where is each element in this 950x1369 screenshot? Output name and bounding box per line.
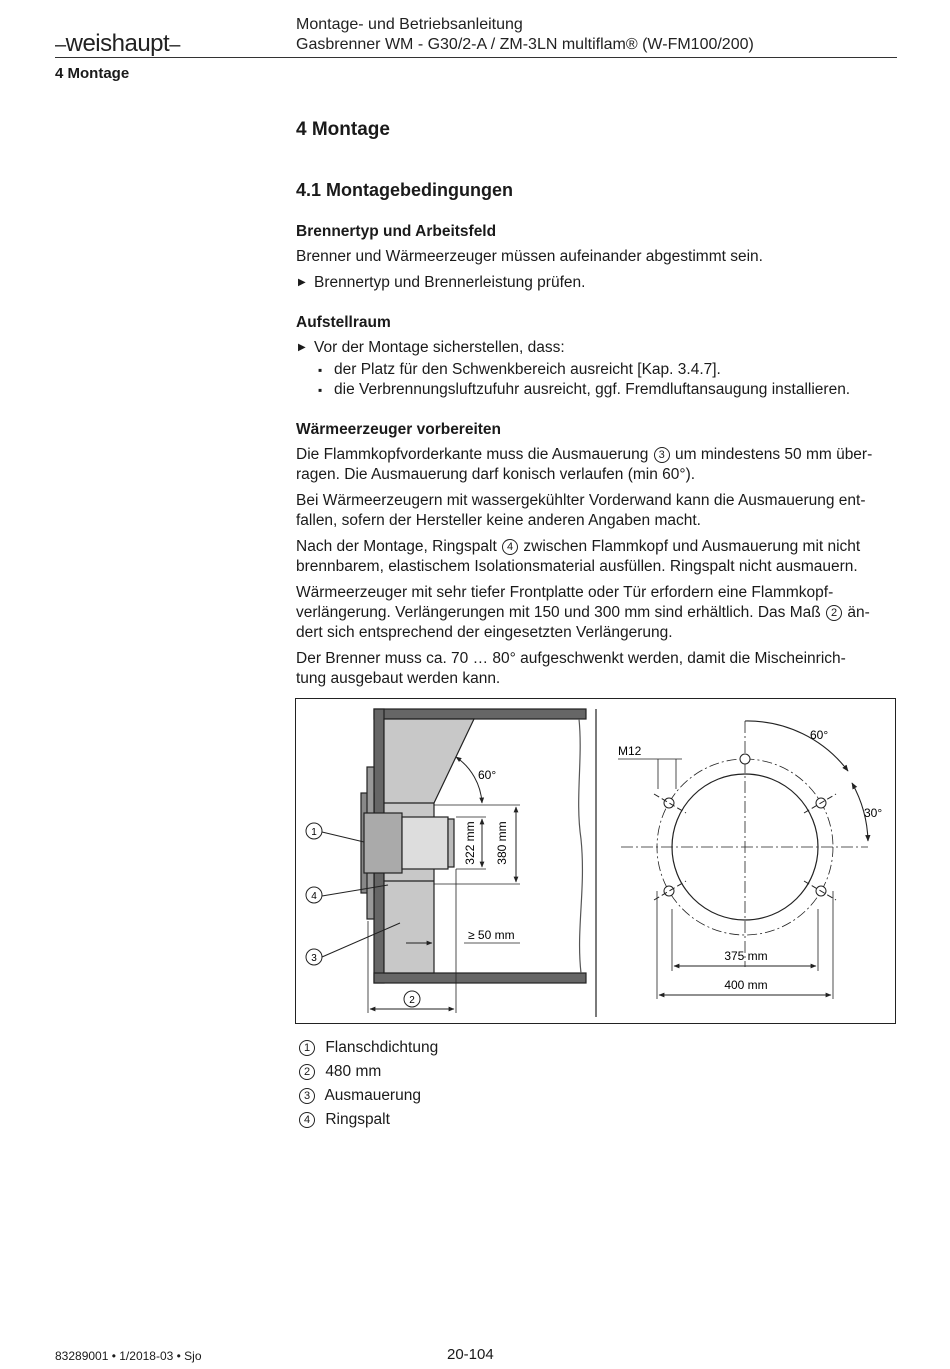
aufstellraum-heading: Aufstellraum <box>296 314 391 331</box>
aufstellraum-list <box>296 360 898 400</box>
section-waermeerzeuger <box>296 420 898 689</box>
legend-item: 3 Ausmauerung <box>298 1084 438 1108</box>
header-rule <box>55 57 897 58</box>
legend-item: 1 Flanschdichtung <box>298 1036 438 1060</box>
installation-drawing-svg <box>296 699 895 1023</box>
paragraph: Die Flammkopfvorderkante muss die Ausmauerung 3 um mindestens 50 mm über- ragen. Die Ausmauerung darf konisch verlaufen (min 60°). <box>296 446 873 483</box>
legend-item: 2 480 mm <box>298 1060 438 1084</box>
dim-322-label: 322 mm <box>463 821 477 865</box>
callout-1 <box>306 823 322 839</box>
dim-400-label: 400 mm <box>724 978 768 992</box>
paragraph: Wärmeerzeuger mit sehr tiefer Frontplatte oder Tür erfordern eine Flammkopf- verlängerung. Verlängerungen mit 150 und 300 mm sind erhältlich. Das Maß 2 än- dert sich entsprechend der eingesetzten Verlängerung. <box>296 584 870 641</box>
aufstellraum-action: ▶ Vor der Montage sicherstellen, dass: <box>296 338 898 358</box>
section-brennertyp <box>296 222 898 293</box>
flame-head-tip <box>448 819 454 867</box>
boiler-bottom-wall <box>374 973 586 983</box>
dim-375-label: 375 mm <box>724 949 768 963</box>
section-aufstellraum <box>296 313 898 400</box>
weishaupt-logo: –weishaupt– <box>55 30 180 57</box>
legend-item: 4 Ringspalt <box>298 1108 438 1132</box>
document-title-line2: Gasbrenner WM - G30/2-A / ZM-3LN multiflam® (W-FM100/200) <box>296 36 754 53</box>
boiler-break-line <box>579 719 583 973</box>
aufstellraum-item: ▪ der Platz für den Schwenkbereich ausreicht [Kap. 3.4.7]. <box>334 360 898 380</box>
paragraph: Nach der Montage, Ringspalt 4 zwischen Flammkopf und Ausmauerung mit nicht brennbarem, elastischem Isolationsmaterial ausfüllen. Ringspalt nicht ausmauern. <box>296 538 861 575</box>
paragraph: Der Brenner muss ca. 70 … 80° aufgeschwenkt werden, damit die Mischeinrich- tung ausgebaut werden kann. <box>296 650 846 687</box>
brennertyp-action: ▶ Brennertyp und Brennerleistung prüfen. <box>296 273 898 293</box>
main-content <box>296 118 898 709</box>
angle-30-label: 30° <box>864 806 883 820</box>
reference-marker: 2 <box>826 605 842 621</box>
figure-legend <box>298 1036 438 1132</box>
section-title: 4.1 Montagebedingungen <box>296 180 514 200</box>
callout-1-leader <box>322 832 364 842</box>
svg-text:2: 2 <box>409 995 415 1006</box>
callout-2 <box>404 991 420 1007</box>
waermeerzeuger-heading: Wärmeerzeuger vorbereiten <box>296 421 502 438</box>
callout-4 <box>306 887 322 903</box>
boiler-top-wall <box>374 709 586 719</box>
brennertyp-text: Brenner und Wärmeerzeuger müssen aufeinander abgestimmt sein. <box>296 248 763 265</box>
chapter-title: 4 Montage <box>296 119 390 140</box>
callout-3 <box>306 949 322 965</box>
svg-text:1: 1 <box>311 827 317 838</box>
bolt-size-label: M12 <box>618 744 642 758</box>
reference-marker: 4 <box>502 539 518 555</box>
paragraph: Bei Wärmeerzeugern mit wassergekühlter Vorderwand kann die Ausmauerung ent- fallen, sofern der Hersteller keine anderen Angaben macht. <box>296 492 866 529</box>
svg-text:3: 3 <box>311 953 317 964</box>
brennertyp-heading: Brennertyp und Arbeitsfeld <box>296 223 497 240</box>
flame-head-rear <box>364 813 402 873</box>
document-title-line1: Montage- und Betriebsanleitung <box>296 16 523 33</box>
angle-60-top-arc <box>745 721 848 771</box>
aufstellraum-item: ▪ die Verbrennungsluftzufuhr ausreicht, ggf. Fremdluftansaugung installieren. <box>334 380 898 400</box>
document-title <box>296 15 754 55</box>
header-section: 4 Montage <box>55 65 130 82</box>
dim-50-label: ≥ 50 mm <box>468 928 515 942</box>
installation-drawing <box>295 698 896 1024</box>
reference-marker: 3 <box>654 447 670 463</box>
svg-text:4: 4 <box>311 891 317 902</box>
angle-60-top-label: 60° <box>810 728 829 742</box>
document-number: 83289001 • 1/2018-03 • Sjo <box>55 1349 202 1363</box>
angle-60-label: 60° <box>478 768 497 782</box>
flame-head <box>402 817 448 869</box>
dim-380-label: 380 mm <box>495 821 509 865</box>
page-number: 20-104 <box>447 1346 494 1363</box>
